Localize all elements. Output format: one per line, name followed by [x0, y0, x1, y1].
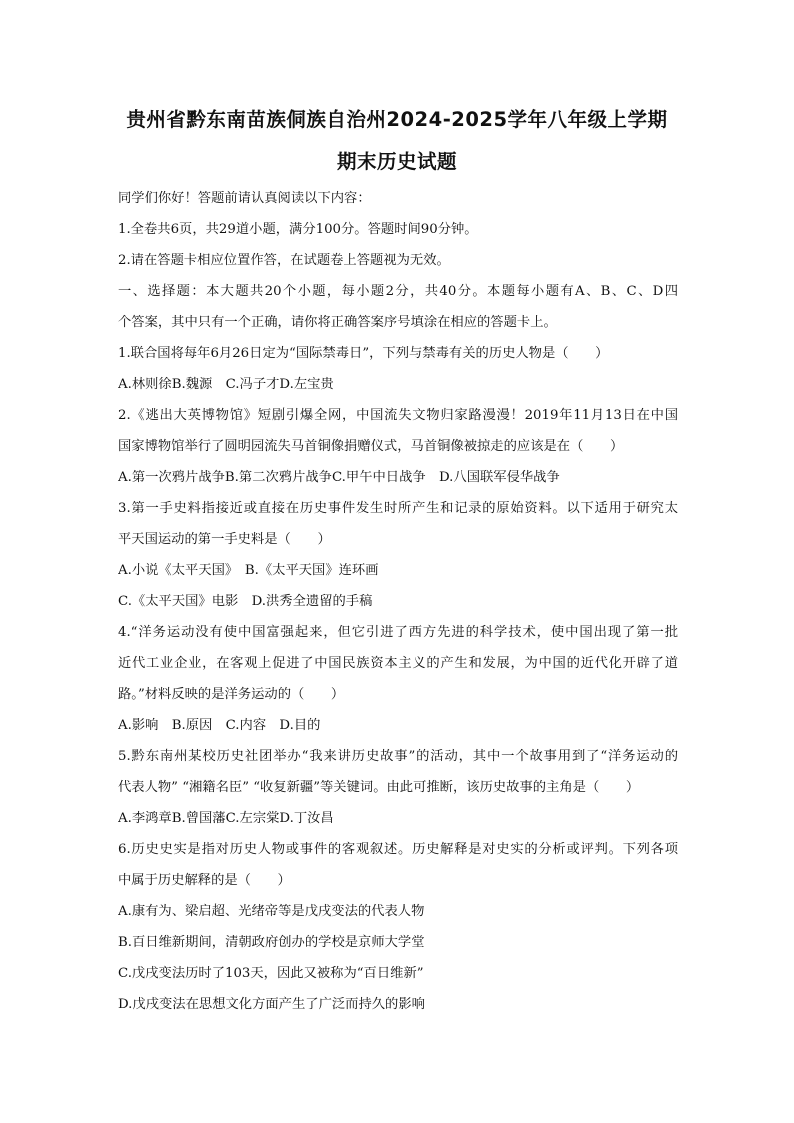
question-stem-line: 2.《逃出大英博物馆》短剧引爆全网，中国流失文物归家路漫漫！2019年11月13日在中国 — [118, 408, 678, 423]
question-options: A.影响 B.原因 C.内容 D.目的 — [118, 718, 321, 733]
instruction-note-1: 1.全卷共6页，共29道小题，满分100分。答题时间90分钟。 — [118, 222, 478, 237]
question-6 — [118, 834, 678, 1020]
exam-content — [118, 183, 678, 1020]
question-stem-line: 4.“洋务运动没有使中国富强起来，但它引进了西方先进的科学技术，使中国出现了第一批 — [118, 625, 678, 640]
question-3 — [118, 493, 678, 617]
greeting-text: 同学们你好！答题前请认真阅读以下内容： — [118, 191, 371, 206]
question-options: A.李鸿章B.曾国藩C.左宗棠D.丁汝昌 — [118, 811, 334, 826]
question-option-a: A.康有为、梁启超、光绪帝等是戊戌变法的代表人物 — [118, 904, 425, 919]
exam-title-line1: 贵州省黔东南苗族侗族自治州2024-2025学年八年级上学期 — [126, 108, 668, 131]
section-heading-line2: 个答案，其中只有一个正确，请你将正确答案序号填涂在相应的答题卡上。 — [118, 315, 557, 330]
instruction-note-2: 2.请在答题卡相应位置作答，在试题卷上答题视为无效。 — [118, 253, 450, 268]
question-option-b: B.百日维新期间，清朝政府创办的学校是京师大学堂 — [118, 935, 425, 950]
question-stem-line: 5.黔东南州某校历史社团举办“我来讲历史故事”的活动，其中一个故事用到了“洋务运动的 — [118, 749, 678, 764]
question-stem-line: 近代工业企业，在客观上促进了中国民族资本主义的产生和发展，为中国的近代化开辟了道 — [118, 656, 678, 671]
question-options: A.林则徐B.魏源 C.冯子才D.左宝贵 — [118, 377, 334, 392]
question-2 — [118, 400, 678, 493]
question-stem-line: 3.第一手史料指接近或直接在历史事件发生时所产生和记录的原始资料。以下适用于研究太 — [118, 501, 678, 516]
question-4 — [118, 617, 678, 741]
exam-title-line2: 期末历史试题 — [336, 150, 457, 173]
question-stem-line: 中属于历史解释的是（ ） — [118, 873, 291, 888]
section-heading-line1: 一、选择题：本大题共20个小题，每小题2分，共40分。本题每小题有A、B、C、D四 — [118, 284, 678, 299]
question-stem-line: 6.历史史实是指对历史人物或事件的客观叙述。历史解释是对史实的分析或评判。下列各项 — [118, 842, 678, 857]
question-option-c: C.戊戌变法历时了103天，因此又被称为“百日维新” — [118, 966, 424, 981]
question-1 — [118, 338, 678, 400]
question-stem-line: 代表人物” “湘籍名臣” “收复新疆”等关键词。由此可推断，该历史故事的主角是（ ） — [118, 780, 640, 795]
question-options: C.《太平天国》电影 D.洪秀全遗留的手稿 — [118, 594, 373, 609]
question-stem-line: 1.联合国将每年6月26日定为“国际禁毒日”，下列与禁毒有关的历史人物是（ ） — [118, 346, 609, 361]
question-stem-line: 平天国运动的第一手史料是（ ） — [118, 532, 331, 547]
question-stem-line: 路。”材料反映的是洋务运动的（ ） — [118, 687, 345, 702]
question-options: A.小说《太平天国》 B.《太平天国》连环画 — [118, 563, 379, 578]
question-options: A.第一次鸦片战争B.第二次鸦片战争C.甲午中日战争 D.八国联军侵华战争 — [118, 470, 560, 485]
question-option-d: D.戊戌变法在思想文化方面产生了广泛而持久的影响 — [118, 997, 425, 1012]
question-stem-line: 国家博物馆举行了圆明园流失马首铜像捐赠仪式，马首铜像被掠走的应该是在（ ） — [118, 439, 624, 454]
question-5 — [118, 741, 678, 834]
